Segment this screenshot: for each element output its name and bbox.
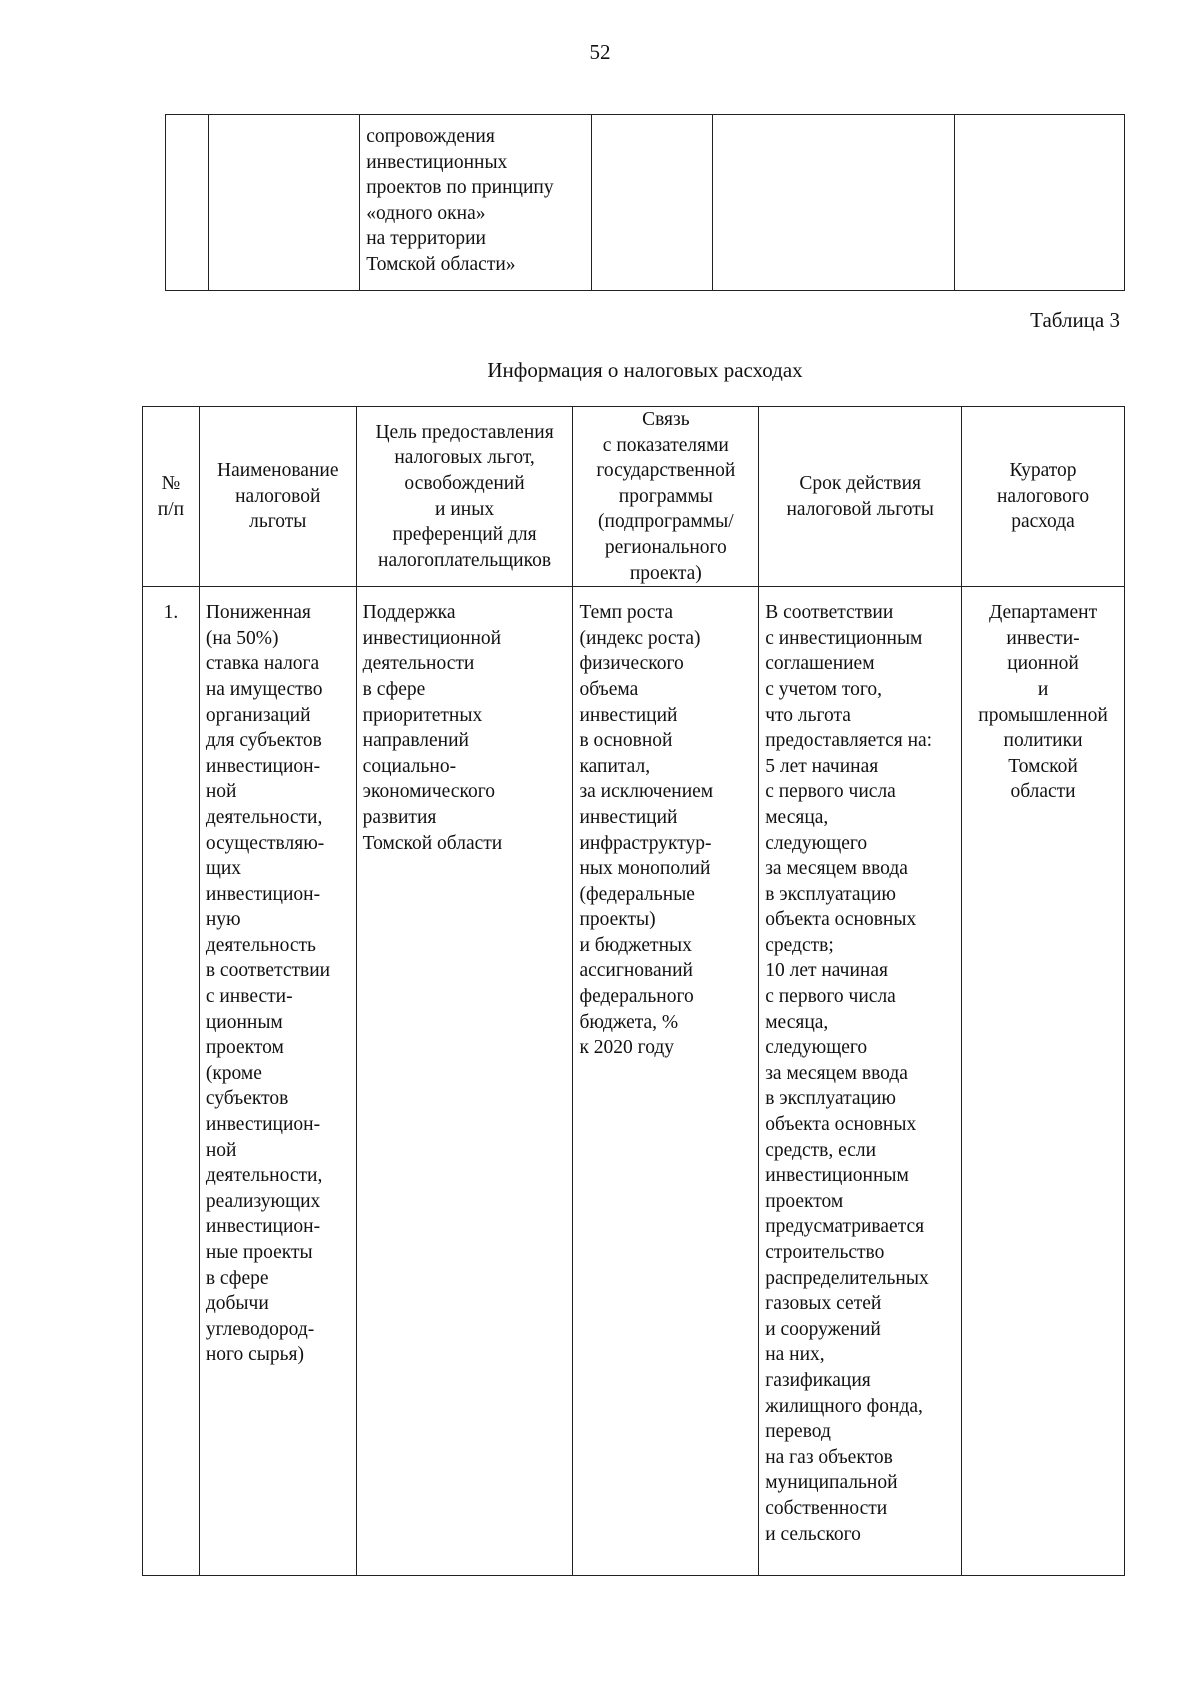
header-validity-period: Срок действия налоговой льготы	[759, 407, 962, 587]
purpose-cell: Поддержка инвестиционной деятельности в сфере приоритетных направлений социально- экономического развития Томской области	[356, 587, 573, 1576]
program-link-cell: Темп роста (индекс роста) физического объема инвестиций в основной капитал, за исключением инвестиций инфраструктур- ных монополий (федеральные проекты) и бюджетных ассигнований федерального бюджета, % к 2020 году	[573, 587, 759, 1576]
page-number: 52	[589, 40, 611, 64]
table-caption: Таблица 3	[1030, 308, 1120, 332]
table-title: Информация о налоговых расходах	[487, 358, 803, 382]
header-program-link: Связь с показателями государственной программы (подпрограммы/ регионального проекта)	[573, 407, 759, 587]
row-number: 1.	[143, 587, 200, 1576]
table-row	[143, 587, 1125, 1576]
table-cell	[955, 115, 1125, 291]
continuation-table	[165, 114, 1125, 291]
table-cell	[712, 115, 954, 291]
header-curator: Куратор налогового расхода	[962, 407, 1125, 587]
header-number: № п/п	[143, 407, 200, 587]
table-cell: сопровождения инвестиционных проектов по принципу «одного окна» на территории Томской области»	[360, 115, 592, 291]
header-benefit-name: Наименование налоговой льготы	[199, 407, 356, 587]
tax-expenditures-table	[142, 406, 1125, 1576]
curator-cell: Департамент инвести- ционной и промышленной политики Томской области	[962, 587, 1125, 1576]
table-cell	[208, 115, 359, 291]
table-cell	[166, 115, 209, 291]
header-purpose: Цель предоставления налоговых льгот, освобождений и иных преференций для налогоплательщиков	[356, 407, 573, 587]
table-row	[166, 115, 1125, 291]
table-cell	[592, 115, 713, 291]
benefit-name-cell: Пониженная (на 50%) ставка налога на имущество организаций для субъектов инвестицион- ной деятельности, осуществляю- щих инвестицион- ную деятельность в соответствии с инвести- ционным проектом (кроме субъектов инвестицион- ной деятельности, реализующих инвестицион- ные проекты в сфере добычи углеводород- ного сырья)	[199, 587, 356, 1576]
validity-period-cell: В соответствии с инвестиционным соглашением с учетом того, что льгота предоставляется на: 5 лет начиная с первого числа месяца, следующего за месяцем ввода в эксплуатацию объекта основных средств; 10 лет начиная с первого числа месяца, следующего за месяцем ввода в эксплуатацию объекта основных средств, если инвестиционным проектом предусматривается строительство распределительных газовых сетей и сооружений на них, газификация жилищного фонда, перевод на газ объектов муниципальной собственности и сельского	[759, 587, 962, 1576]
table-header-row	[143, 407, 1125, 587]
